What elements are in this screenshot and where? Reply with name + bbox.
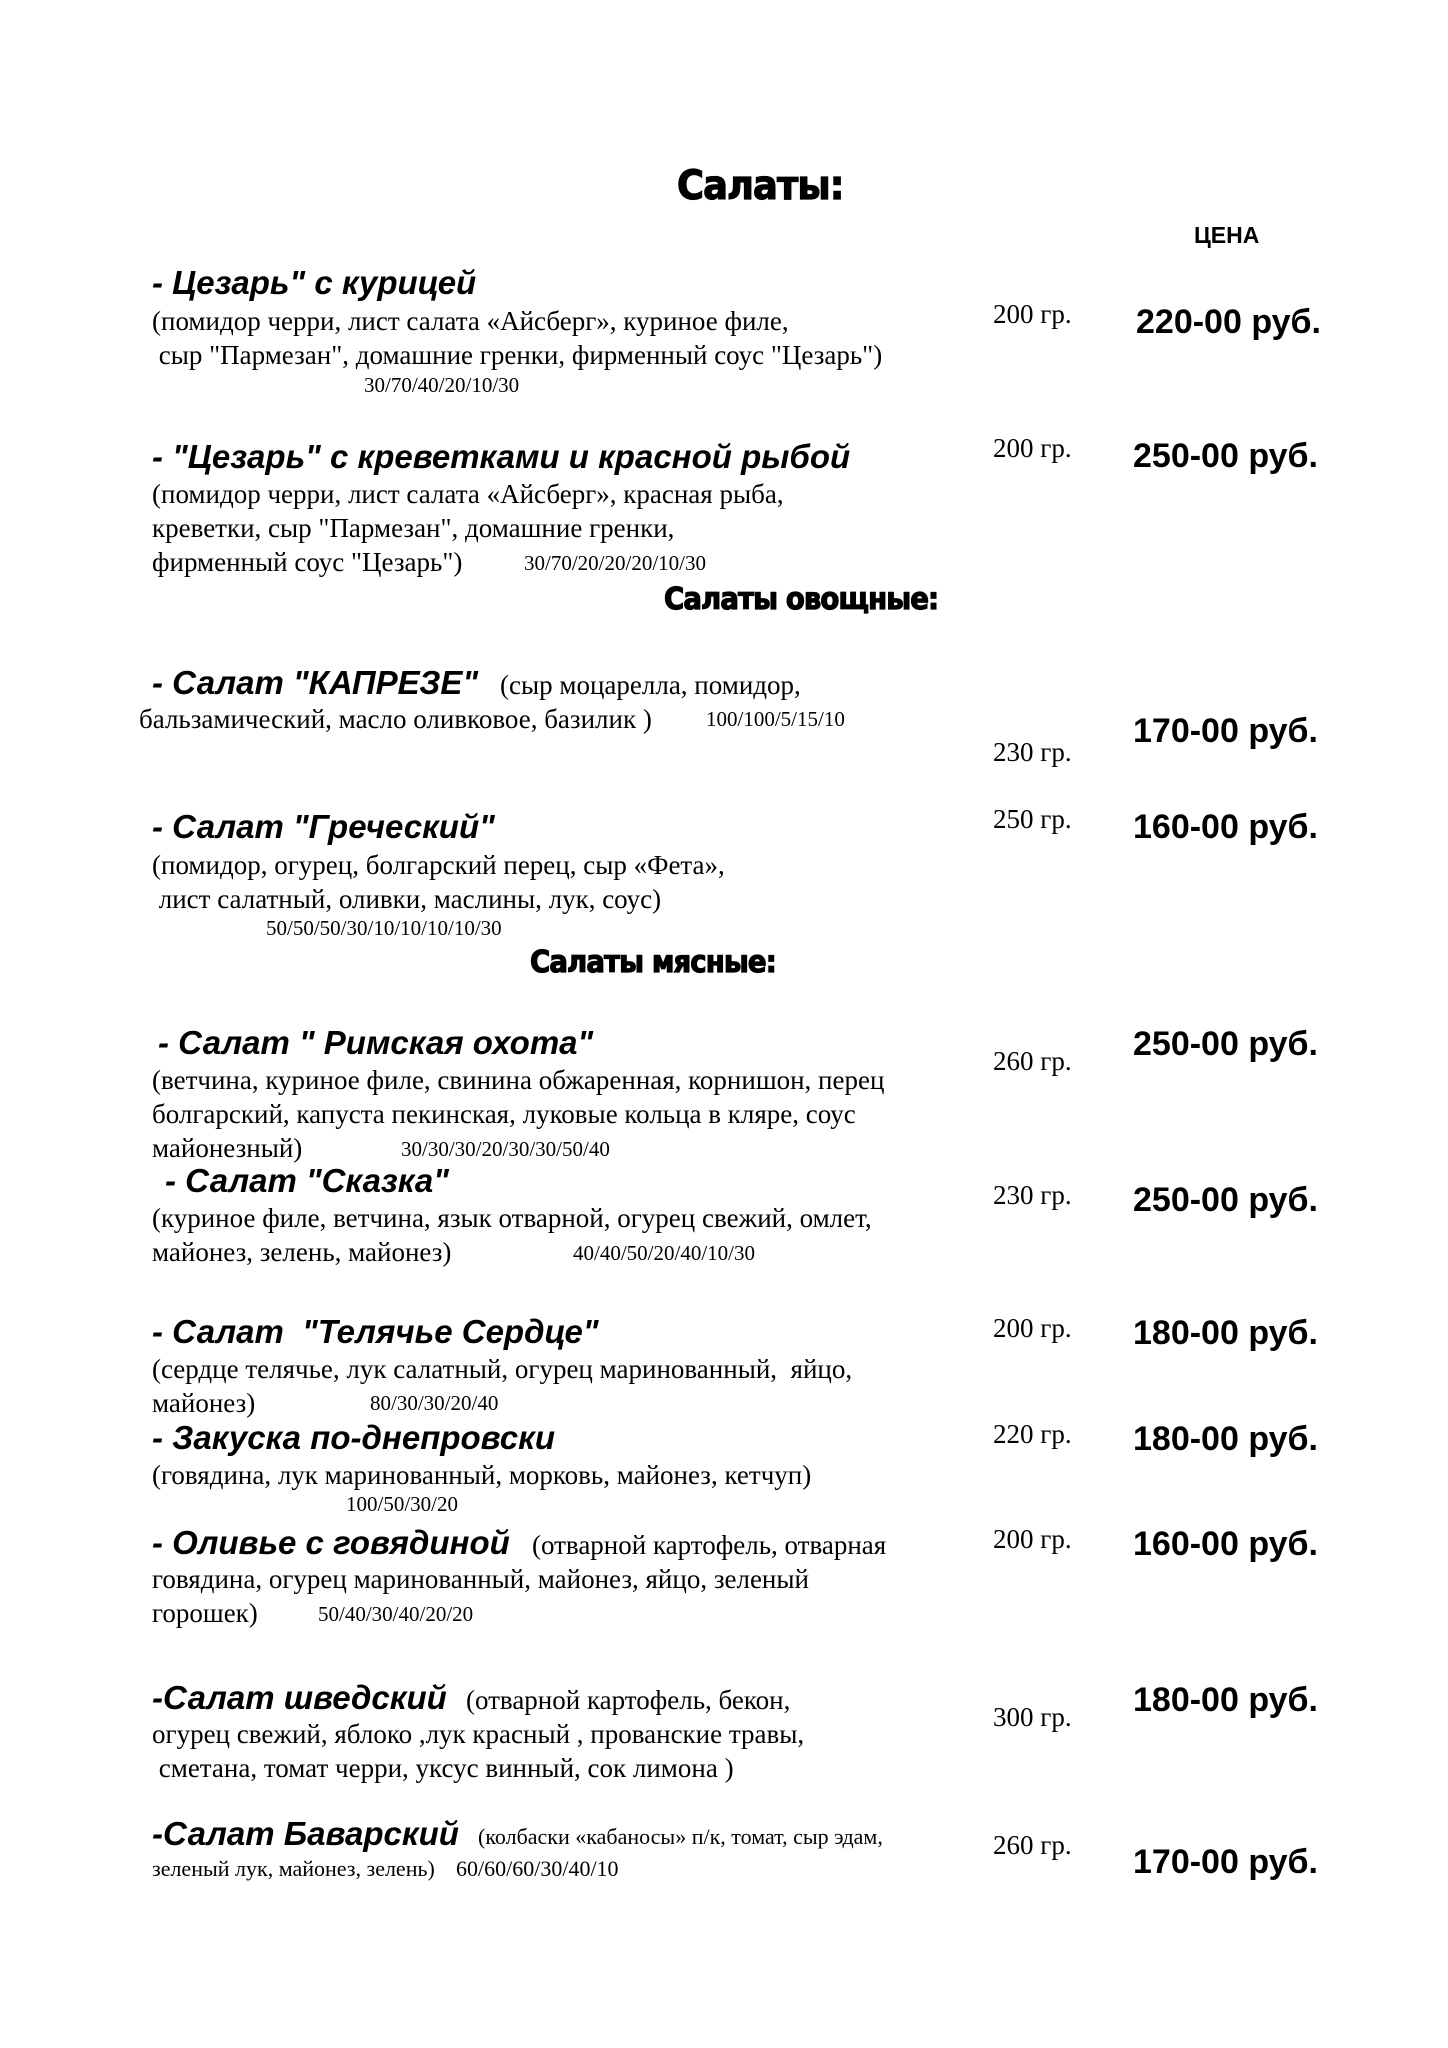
item-portion-code: 50/50/50/30/10/10/10/10/30 (266, 916, 502, 940)
item-description-line: (помидор черри, лист салата «Айсберг», красная рыба, (152, 479, 784, 509)
item-description-line: (помидор, огурец, болгарский перец, сыр «Фета», (152, 850, 725, 880)
item-portion-code: 30/30/30/20/30/30/50/40 (401, 1137, 610, 1161)
item-description-line: говядина, огурец маринованный, майонез, яйцо, зеленый (152, 1564, 809, 1594)
item-portion-code: 40/40/50/20/40/10/30 (573, 1241, 756, 1265)
item-price: 170-00 руб. (1133, 1843, 1318, 1881)
item-portion-code: 30/70/20/20/20/10/30 (524, 551, 707, 575)
item-weight: 200 гр. (993, 433, 1072, 463)
section-title: Салаты овощные: (664, 582, 939, 617)
item-description-line: (сердце телячье, лук салатный, огурец маринованный, яйцо, (152, 1354, 853, 1384)
item-weight: 250 гр. (993, 804, 1072, 834)
item-price: 180-00 руб. (1133, 1420, 1318, 1458)
item-name: -Салат Баварский (152, 1815, 459, 1852)
item-price: 160-00 руб. (1133, 808, 1318, 846)
item-weight: 230 гр. (993, 1180, 1072, 1210)
item-price: 250-00 руб. (1133, 437, 1318, 475)
item-weight: 300 гр. (993, 1702, 1072, 1732)
item-name: - Оливье с говядиной (152, 1524, 510, 1561)
item-weight: 200 гр. (993, 1313, 1072, 1343)
page-title: Салаты: (677, 163, 844, 209)
item-portion-code: 100/100/5/15/10 (706, 707, 845, 731)
item-description-line: (ветчина, куриное филе, свинина обжаренная, корнишон, перец (152, 1065, 885, 1095)
item-portion-code: 30/70/40/20/10/30 (364, 373, 520, 397)
item-name: - Салат "Телячье Сердце" (152, 1313, 599, 1350)
item-description-line: майонезный) (152, 1133, 303, 1163)
item-description-line: огурец свежий, яблоко ,лук красный , прованские травы, (152, 1719, 805, 1749)
item-price: 180-00 руб. (1133, 1681, 1318, 1719)
price-column-header: ЦЕНА (1194, 222, 1260, 248)
item-description-inline: (отварной картофель, отварная (532, 1530, 887, 1560)
item-description-line: майонез) (152, 1388, 256, 1418)
item-description-line: бальзамический, масло оливковое, базилик ) (139, 704, 652, 734)
item-description-line: лист салатный, оливки, маслины, лук, соус) (152, 884, 662, 914)
item-price: 170-00 руб. (1133, 712, 1318, 750)
item-description-line: болгарский, капуста пекинская, луковые кольца в кляре, соус (152, 1099, 856, 1129)
item-price: 250-00 руб. (1133, 1181, 1318, 1219)
item-portion-code: 60/60/60/30/40/10 (456, 1856, 619, 1881)
item-weight: 260 гр. (993, 1830, 1072, 1860)
item-name: - Салат "КАПРЕЗЕ" (152, 664, 479, 701)
item-description-line: (говядина, лук маринованный, морковь, майонез, кетчуп) (152, 1460, 812, 1490)
item-portion-code: 80/30/30/20/40 (370, 1391, 499, 1415)
item-weight: 230 гр. (993, 737, 1072, 767)
item-weight: 200 гр. (993, 1524, 1072, 1554)
section-title: Салаты мясные: (530, 945, 776, 980)
item-description-line: креветки, сыр "Пармезан", домашние гренки, (152, 513, 675, 543)
item-weight: 260 гр. (993, 1046, 1072, 1076)
item-name: - Салат " Римская охота" (158, 1024, 594, 1061)
item-description-line: сметана, томат черри, уксус винный, сок лимона ) (152, 1753, 734, 1783)
item-description-line: майонез, зелень, майонез) (152, 1237, 452, 1267)
item-name: - Закуска по-днепровски (152, 1419, 556, 1456)
item-description-line: сыр "Пармезан", домашние гренки, фирменный соус "Цезарь") (152, 340, 883, 370)
item-name: - Салат "Греческий" (152, 808, 495, 845)
item-description-inline: (колбаски «кабаносы» п/к, томат, сыр эдам, (478, 1824, 883, 1849)
item-description-line: (куриное филе, ветчина, язык отварной, огурец свежий, омлет, (152, 1203, 872, 1233)
item-name: - Цезарь" с курицей (152, 264, 477, 301)
item-price: 180-00 руб. (1133, 1314, 1318, 1352)
item-price: 220-00 руб. (1136, 303, 1321, 341)
item-description-line: (помидор черри, лист салата «Айсберг», куриное филе, (152, 306, 789, 336)
item-name: - "Цезарь" с креветками и красной рыбой (152, 438, 851, 475)
item-description-line: фирменный соус "Цезарь") (152, 547, 463, 577)
item-description-inline: (сыр моцарелла, помидор, (500, 670, 801, 700)
item-weight: 200 гр. (993, 299, 1072, 329)
item-name: -Салат шведский (152, 1679, 447, 1716)
item-description-line: горошек) (152, 1598, 258, 1628)
item-description-line: зеленый лук, майонез, зелень) (152, 1856, 435, 1881)
item-price: 160-00 руб. (1133, 1525, 1318, 1563)
item-weight: 220 гр. (993, 1419, 1072, 1449)
item-portion-code: 100/50/30/20 (346, 1492, 459, 1516)
item-portion-code: 50/40/30/40/20/20 (318, 1602, 474, 1626)
item-name: - Салат "Сказка" (165, 1162, 449, 1199)
item-price: 250-00 руб. (1133, 1025, 1318, 1063)
item-description-inline: (отварной картофель, бекон, (466, 1685, 791, 1715)
